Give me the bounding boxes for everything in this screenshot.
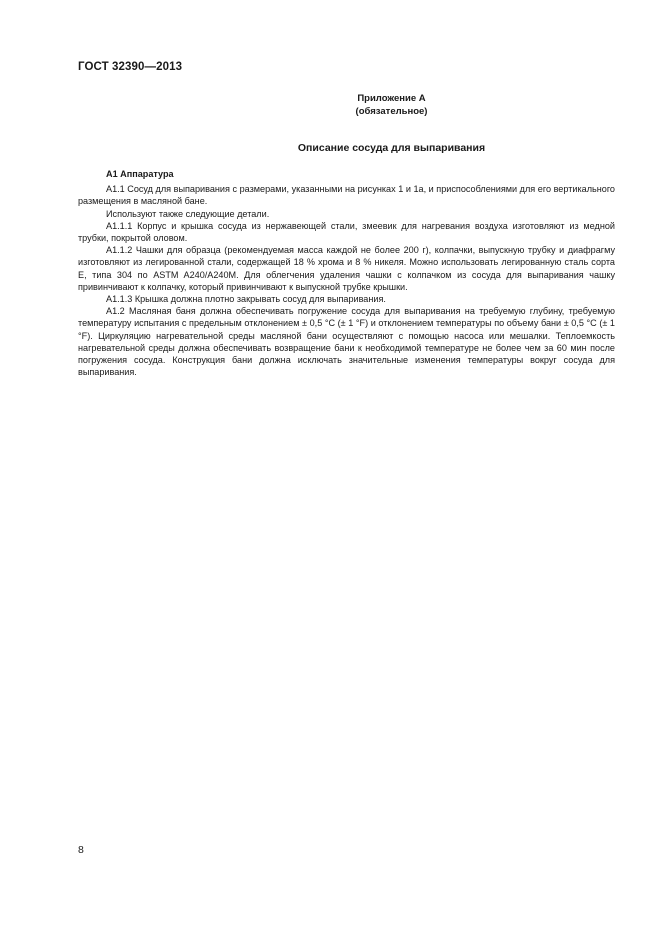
paragraph: А1.1 Сосуд для выпаривания с размерами, указанными на рисунках 1 и 1а, и приспособлениями для его вертикального размещения в масляной бане. <box>78 184 615 207</box>
appendix-heading <box>78 92 625 118</box>
paragraph: А1.2 Масляная баня должна обеспечивать погружение сосуда для выпаривания на требуемую глубину, требуемую температуру испытания с предельным отклонением ± 0,5 °С (± 1 °F) и отклонением температуры по объему бани ± 0,5 °С (± 1 °F). Циркуляцию нагревательной среды масляной бани осуществляют с помощью насоса или мешалки. Теплоемкость нагревательной среды должна обеспечивать возвращение бани к необходимой температуре не более чем за 60 мин после погружения сосуда. Конструкция бани должна исключать значительные изменения температуры вокруг сосуда для выпаривания. <box>78 306 615 378</box>
document-id-header: ГОСТ 32390—2013 <box>78 61 183 73</box>
appendix-status: (обязательное) <box>355 106 428 117</box>
section-title: Описание сосуда для выпаривания <box>297 142 486 154</box>
appendix-title: Приложение А <box>357 93 426 104</box>
page-number: 8 <box>78 844 84 856</box>
body-text <box>78 168 615 378</box>
paragraph: А1.1.2 Чашки для образца (рекомендуемая масса каждой не более 200 г), колпачки, выпускную трубку и диафрагму изготовляют из легированной стали, содержащей 18 % хрома и 8 % никеля. Можно использовать легированную сталь сорта Е, типа 304 по ASTM A240/A240M. Для облегчения удаления чашки с колпачком из сосуда для выпаривания чашку привинчивают к колпачку, который привинчивают к выпускной трубке крышки. <box>78 245 615 292</box>
paragraph: А1.1.1 Корпус и крышка сосуда из нержавеющей стали, змеевик для нагревания воздуха изготовляют из медной трубки, покрытой оловом. <box>78 220 615 244</box>
paragraph: А1.1.3 Крышка должна плотно закрывать сосуд для выпаривания. <box>106 294 386 305</box>
paragraph: Используют также следующие детали. <box>106 208 270 219</box>
subsection-heading: А1 Аппаратура <box>106 169 174 179</box>
